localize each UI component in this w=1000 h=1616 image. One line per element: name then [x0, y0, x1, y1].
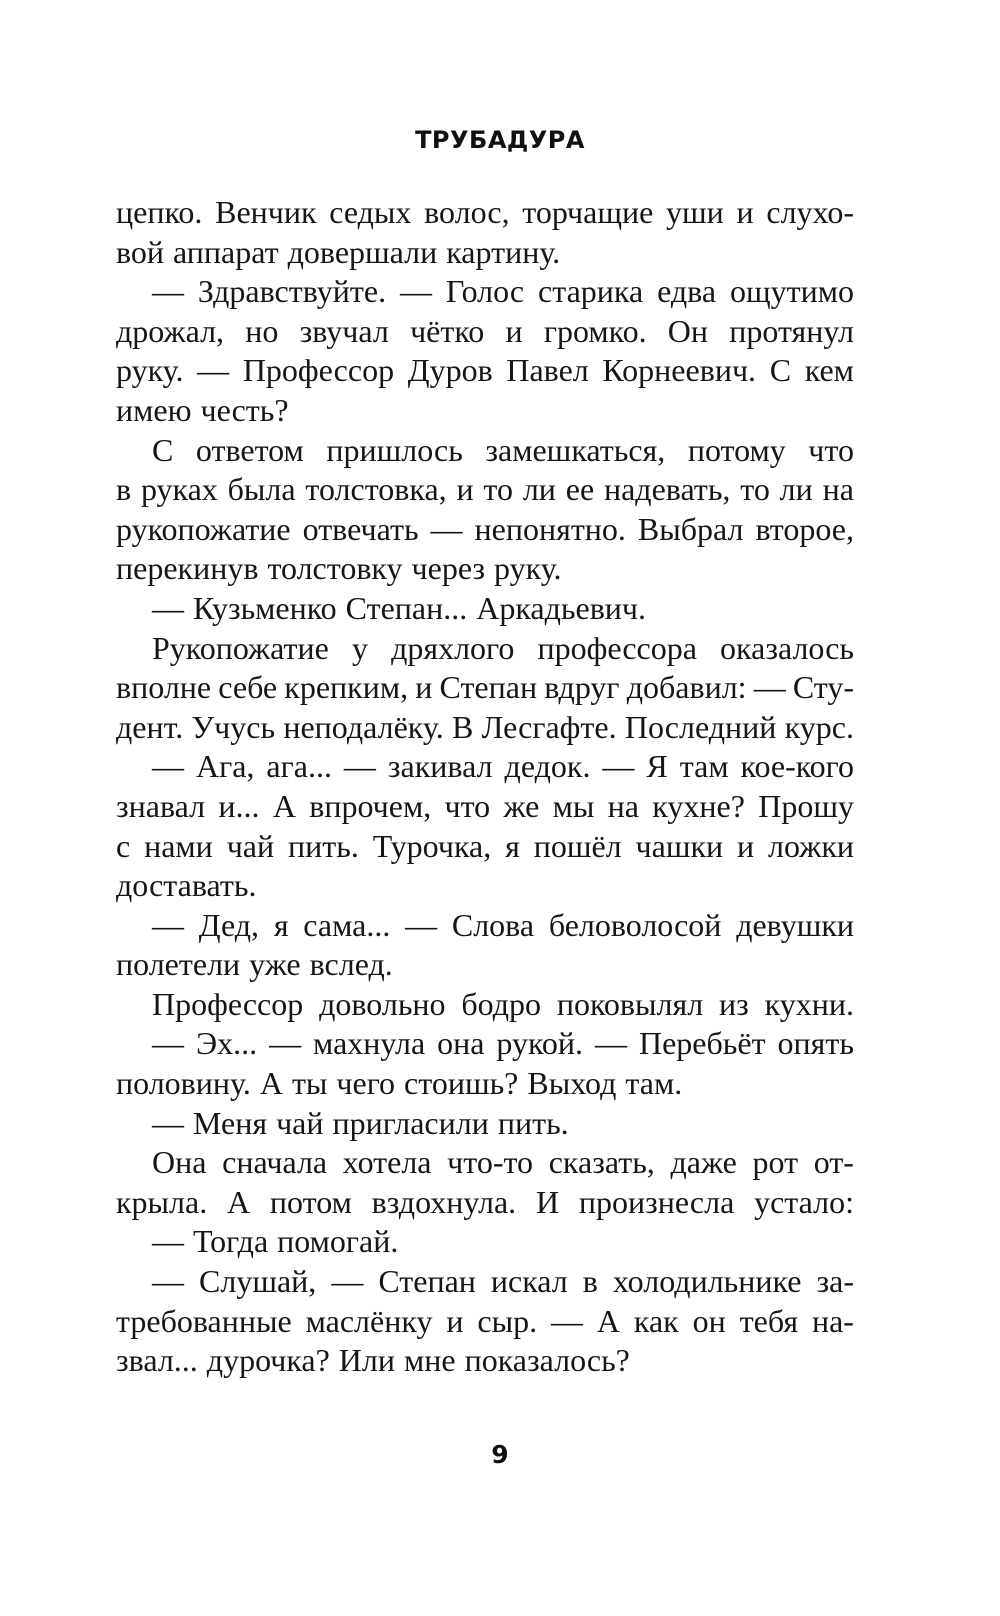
text-line: — Эх... — махнула она рукой. — Перебьёт опять — [152, 1025, 854, 1062]
text-line: имею честь? — [116, 391, 289, 428]
text-line: доставать. — [116, 867, 257, 904]
text-line: руку. — Профессор Дуров Павел Корнеевич. С кем — [116, 352, 854, 389]
text-line: Рукопожатие у дряхлого профессора оказалось — [152, 629, 854, 666]
text-line: половину. А ты чего стоишь? Выход там. — [116, 1065, 683, 1102]
text-line: рукопожатие отвечать — непонятно. Выбрал второе, — [116, 510, 854, 547]
body-text — [116, 193, 854, 1381]
text-line: перекинув толстовку через руку. — [116, 550, 562, 587]
running-title: ТРУБАДУРА — [415, 126, 585, 154]
text-line: цепко. Венчик седых волос, торчащие уши и слухо- — [116, 194, 854, 230]
text-line: в руках была толстовка, и то ли ее надевать, то ли на — [116, 471, 854, 508]
text-line: вполне себе крепким, и Степан вдруг добавил: — Сту- — [116, 669, 854, 706]
text-line: — Слушай, — Степан искал в холодильнике за- — [152, 1263, 854, 1300]
text-line: вой аппарат довершали картину. — [116, 233, 561, 270]
text-line: — Кузьменко Степан... Аркадьевич. — [152, 589, 647, 626]
text-line: — Тогда помогай. — [152, 1223, 399, 1260]
text-line: полетели уже вслед. — [116, 946, 393, 983]
text-line: С ответом пришлось замешкаться, потому что — [152, 431, 854, 468]
text-line: знавал и... А впрочем, что же мы на кухне? Прошу — [116, 787, 854, 824]
page-number: 9 — [491, 1440, 509, 1469]
text-line: с нами чай пить. Турочка, я пошёл чашки и ложки — [116, 827, 854, 864]
text-line: — Меня чай пригласили пить. — [152, 1104, 569, 1141]
text-line: дрожал, но звучал чётко и громко. Он протянул — [116, 312, 854, 349]
text-line: — Здравствуйте. — Голос старика едва ощутимо — [152, 273, 854, 310]
text-line: Профессор довольно бодро поковылял из кухни. — [152, 985, 854, 1022]
text-line: — Дед, я сама... — Слова беловолосой девушки — [152, 906, 854, 943]
text-line: — Ага, ага... — закивал дедок. — Я там кое-кого — [152, 748, 854, 785]
text-line: звал... дурочка? Или мне показалось? — [116, 1342, 630, 1379]
text-line: крыла. А потом вздохнула. И произнесла устало: — [116, 1183, 854, 1220]
text-line: требованные маслёнку и сыр. — А как он тебя на- — [116, 1302, 854, 1339]
text-line: Она сначала хотела что-то сказать, даже рот от- — [152, 1144, 854, 1181]
text-line: дент. Учусь неподалёку. В Лесгафте. Последний курс. — [116, 708, 854, 745]
